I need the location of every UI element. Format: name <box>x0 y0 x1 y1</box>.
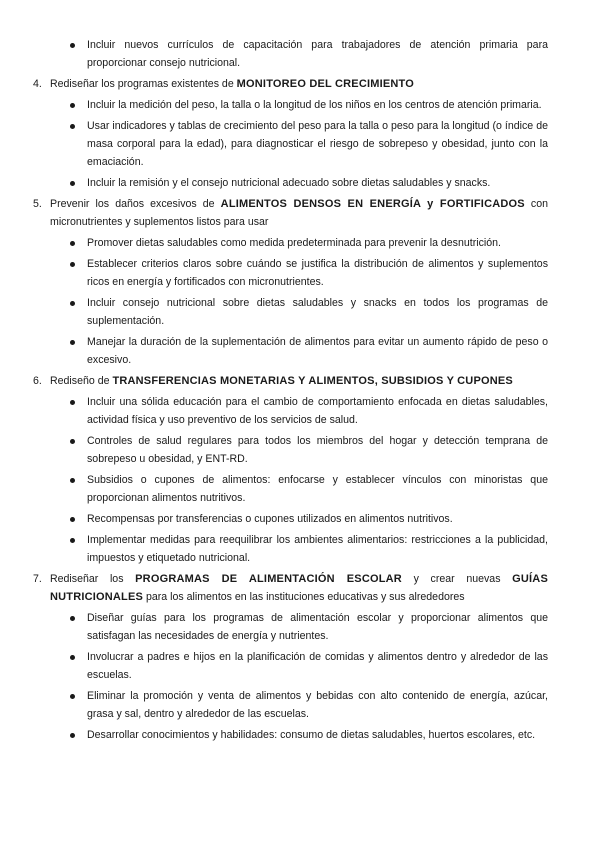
item-bold-title: PROGRAMAS DE ALIMENTACIÓN ESCOLAR <box>135 573 402 585</box>
list-item: Diseñar guías para los programas de alimentación escolar y proporcionar alimentos que satisfagan las necesidades de energía y nutrientes. <box>87 609 548 645</box>
item-4-bullets <box>0 96 600 192</box>
list-item: Incluir la medición del peso, la talla o la longitud de los niños en los centros de atención primaria. <box>87 96 548 114</box>
list-item: Usar indicadores y tablas de crecimiento del peso para la talla o peso para la longitud (o índice de masa corporal para la edad), para diagnosticar el riesgo de sobrepeso y obesidad, junto con la emaciación. <box>87 117 548 171</box>
list-item: Controles de salud regulares para todos los miembros del hogar y detección temprana de sobrepeso u obesidad, y ENT-RD. <box>87 432 548 468</box>
list-item: Incluir una sólida educación para el cambio de comportamiento enfocada en dietas saludables, actividad física y uso preventivo de los servicios de salud. <box>87 393 548 429</box>
intro-bullet-list <box>0 36 600 72</box>
item-bold-title-2: GUÍAS NUTRICIONALES <box>50 573 548 603</box>
list-item: Incluir la remisión y el consejo nutricional adecuado sobre dietas saludables y snacks. <box>87 174 548 192</box>
item-number: 6. <box>33 375 42 387</box>
item-5-bullets <box>0 234 600 369</box>
item-number: 4. <box>33 78 42 90</box>
list-item: Recompensas por transferencias o cupones utilizados en alimentos nutritivos. <box>87 510 548 528</box>
list-item: Implementar medidas para reequilibrar los ambientes alimentarios: restricciones a la publicidad, impuestos y etiquetado nutricional. <box>87 531 548 567</box>
item-7-bullets <box>0 609 600 744</box>
item-heading: Prevenir los daños excesivos de ALIMENTOS DENSOS EN ENERGÍA y FORTIFICADOS con micronutrientes y suplementos listos para usar <box>50 198 548 228</box>
numbered-item-6 <box>0 372 600 567</box>
item-bold-title: ALIMENTOS DENSOS EN ENERGÍA y FORTIFICADOS <box>220 198 525 210</box>
item-number: 5. <box>33 198 42 210</box>
list-item: Promover dietas saludables como medida predeterminada para prevenir la desnutrición. <box>87 234 548 252</box>
item-number: 7. <box>33 573 42 585</box>
list-item: Establecer criterios claros sobre cuándo se justifica la distribución de alimentos y suplementos ricos en energía y fortificados con micronutrientes. <box>87 255 548 291</box>
list-item: Incluir nuevos currículos de capacitación para trabajadores de atención primaria para proporcionar consejo nutricional. <box>87 36 548 72</box>
item-heading: Rediseño de TRANSFERENCIAS MONETARIAS Y ALIMENTOS, SUBSIDIOS Y CUPONES <box>50 375 513 387</box>
item-bold-title: TRANSFERENCIAS MONETARIAS Y ALIMENTOS, SUBSIDIOS Y CUPONES <box>112 375 513 387</box>
list-item: Eliminar la promoción y venta de alimentos y bebidas con alto contenido de energía, azúcar, grasa y sal, dentro y alrededor de las escuelas. <box>87 687 548 723</box>
list-item: Incluir consejo nutricional sobre dietas saludables y snacks en todos los programas de suplementación. <box>87 294 548 330</box>
list-item: Manejar la duración de la suplementación de alimentos para evitar un aumento rápido de peso o excesivo. <box>87 333 548 369</box>
numbered-item-5 <box>0 195 600 369</box>
numbered-item-7 <box>0 570 600 744</box>
list-item: Subsidios o cupones de alimentos: enfocarse y establecer vínculos con minoristas que proporcionan alimentos nutritivos. <box>87 471 548 507</box>
item-bold-title: MONITOREO DEL CRECIMIENTO <box>236 78 415 90</box>
numbered-item-4 <box>0 75 600 192</box>
list-item: Involucrar a padres e hijos en la planificación de comidas y alimentos dentro y alrededor de las escuelas. <box>87 648 548 684</box>
list-item: Desarrollar conocimientos y habilidades: consumo de dietas saludables, huertos escolares, etc. <box>87 726 548 744</box>
item-heading: Rediseñar los PROGRAMAS DE ALIMENTACIÓN ESCOLAR y crear nuevas GUÍAS NUTRICIONALES para los alimentos en las instituciones educativas y sus alrededores <box>50 573 548 603</box>
document-page <box>0 36 600 744</box>
item-heading: Rediseñar los programas existentes de MONITOREO DEL CRECIMIENTO <box>50 78 415 90</box>
item-6-bullets <box>0 393 600 567</box>
